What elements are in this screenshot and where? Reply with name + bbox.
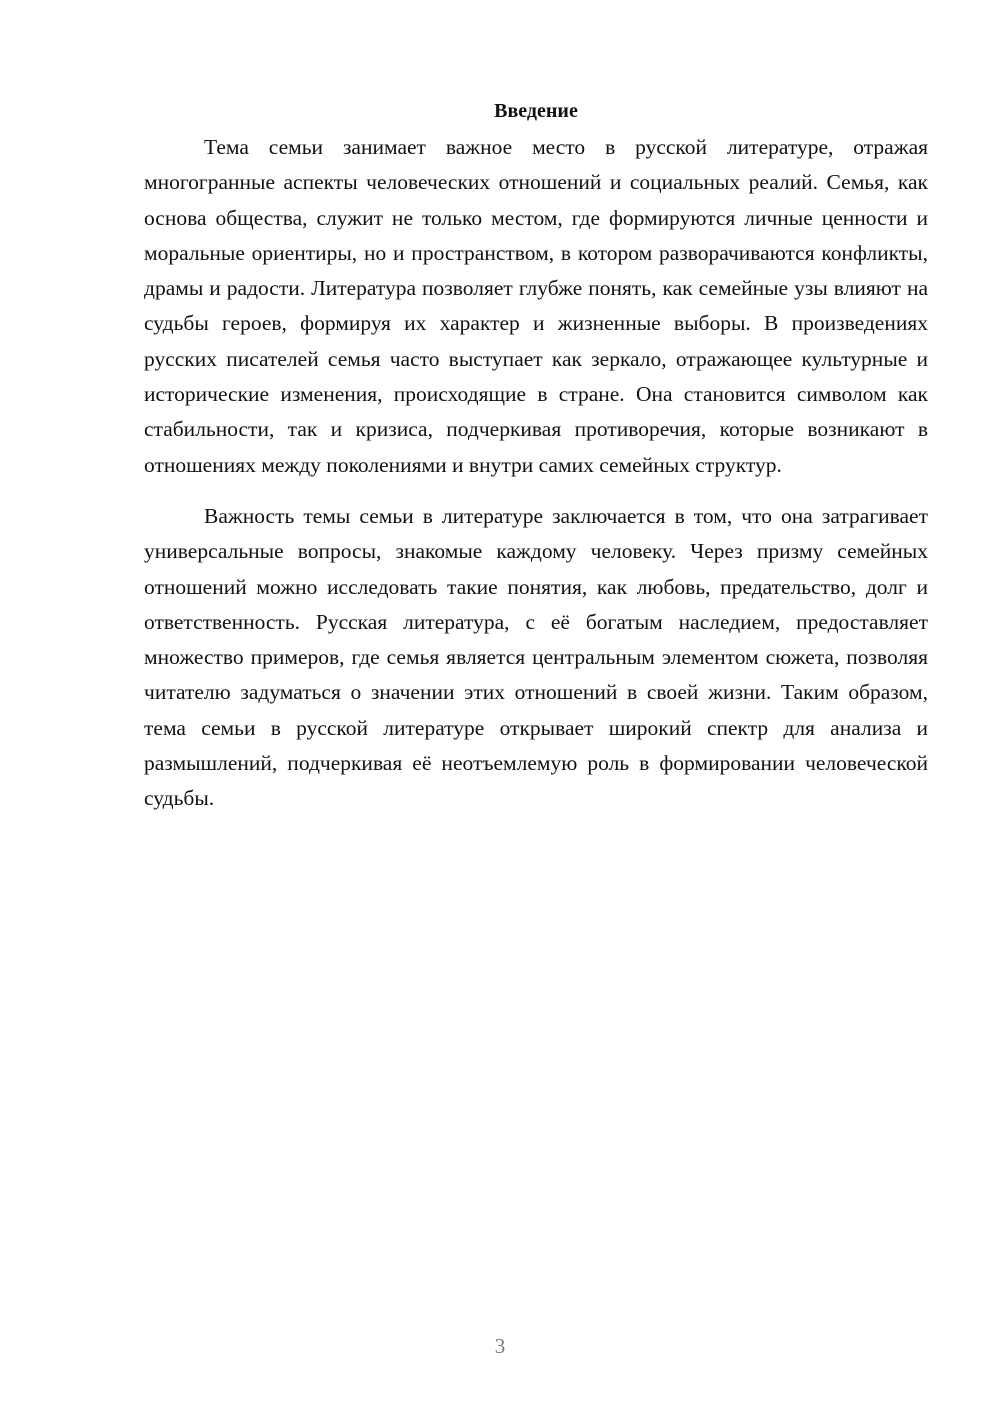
section-title: Введение [494, 100, 578, 122]
paragraph-1: Тема семьи занимает важное место в русской литературе, отражая многогранные аспекты человеческих отношений и социальных реалий. Семья, как основа общества, служит не только местом, где формируются личные ценности и моральные ориентиры, но и пространством, в котором разворачиваются конфликты, драмы и радости. Литература позволяет глубже понять, как семейные узы влияют на судьбы героев, формируя их характер и жизненные выборы. В произведениях русских писателей семья часто выступает как зеркало, отражающее культурные и исторические изменения, происходящие в стране. Она становится символом как стабильности, так и кризиса, подчеркивая противоречия, которые возникают в отношениях между поколениями и внутри самих семейных структур. [144, 135, 928, 477]
page-content [144, 96, 928, 817]
page-number: 3 [494, 1334, 506, 1358]
paragraph-2: Важность темы семьи в литературе заключается в том, что она затрагивает универсальные вопросы, знакомые каждому человеку. Через призму семейных отношений можно исследовать такие понятия, как любовь, предательство, долг и ответственность. Русская литература, с её богатым наследием, предоставляет множество примеров, где семья является центральным элементом сюжета, позволяя читателю задуматься о значении этих отношений в своей жизни. Таким образом, тема семьи в русской литературе открывает широкий спектр для анализа и размышлений, подчеркивая её неотъемлемую роль в формировании человеческой судьбы. [144, 503, 928, 811]
